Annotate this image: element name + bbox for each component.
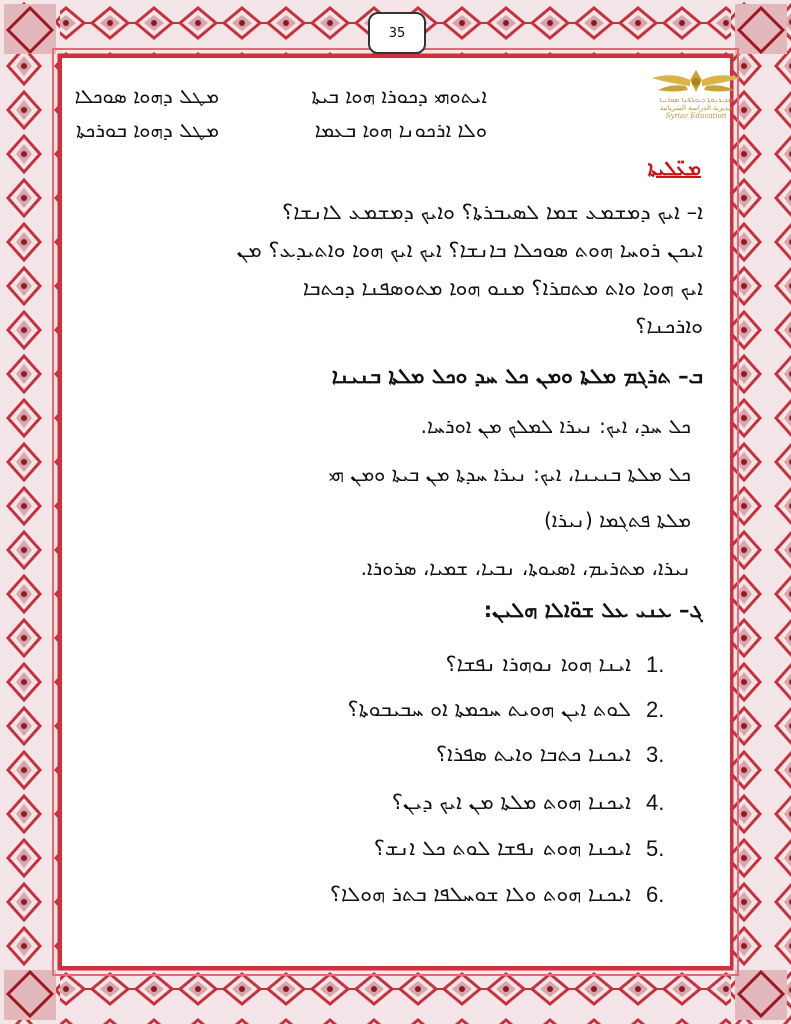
exercise-a-line-3: ܐܝܟ ܗܘܐ ܘܐܬ ܡܬܩܪܐ؟ ܡܢܘ ܗܘܐ ܡܬܘܣܦܢܐ ܕܟܬܒܐ [302, 276, 703, 300]
exercise-a-text: ܐܝܟ ܕܡܫܡܥ ܫܡܐ ܠܣܝܒܪܬܐ؟ ܘܐܝܟ ܕܡܫܡܥ ܠܐܢܫܐ؟ [282, 200, 680, 224]
exercise-b-line-1: ܟܠ ܚܕ، ܐܝܟ: ܢܝܪܐ ܠܡܠܟ ܡܢ ܐܘܪܚܐ. [420, 414, 691, 438]
exercise-c-heading: ܓ– ܥܢܝ ܥܠ ܫܘ̈ܐܠܐ ܗܠܝܢ: [483, 598, 703, 622]
couplet-line-2-right: ܘܠܐ ܐܪܟܘܢܐ ܗܘܐ ܒܥܡܐ [314, 118, 487, 142]
exercise-b-line-4: ܢܝܪܐ، ܡܬܪܝܡ، ܐܣܝܘܬܐ، ܢܒܝܐ، ܫܡܝܐ، ܣܪܘܪܐ. [360, 556, 691, 580]
couplet-line-2-left: ܡܛܠ ܕܗܘܐ ܒܘܪܟܬܐ [76, 118, 219, 142]
question-number: 5. [646, 836, 665, 861]
exercise-a-line-2: ܐܝܟܢ ܪܘܚܐ ܗܘܬ ܣܘܟܠܐ ܒܐܢܫܐ؟ ܐܝܟ ܐܝܟ ܗܘܐ ܘܐܬܝܕܥ؟ ܡܢ [236, 238, 703, 262]
exercise-a-line-4: ܘܐܪܟܢܐ؟ [635, 314, 703, 338]
exercise-a-letter: ܐ– [686, 200, 703, 224]
logo-line: Syriac Education [665, 112, 727, 120]
couplet-line-1-right: ܐܝܬܘܗܝ ܕܟܘܪܐ ܗܘܐ ܒܝܬܐ [311, 84, 487, 108]
question-number: 2. [646, 697, 665, 722]
logo-line: مديرية الدراسة السريانية [659, 104, 733, 112]
page-number: 35 [368, 12, 426, 54]
question-number: 3. [646, 742, 665, 767]
question-number: 1. [646, 652, 665, 677]
logo-line: ܡܕܝܪܢܘܬܐ ܕܝܘܠܦܢܐ ܣܘܪܝܝܐ [659, 96, 733, 104]
logo-caption [650, 96, 742, 120]
question-text: ܐܝܢܐ ܗܘܐ ܢܘܗܪܐ ܢܦܫܐ؟ [445, 652, 631, 676]
exercise-a-line-1 [282, 200, 703, 225]
exercise-b-heading: ܒ– ܬܪܓܡ ܡܠܬܐ ܘܡܢ ܟܠ ܚܕ ܘܟܠ ܡܠܬܐ ܒܢܝܢܐ [331, 364, 703, 388]
question-text: ܠܘܬ ܐܝܢ ܗܘܝܬ ܚܟܡܬܐ ܐܘ ܚܒܝܒܘܬܐ؟ [347, 697, 631, 721]
question-text: ܐܝܟܢܐ ܗܘܬ ܘܠܐ ܫܘܚܠܦܐ ܒܬܪ ܗܘܠܐ؟ [329, 882, 631, 906]
exercise-b-line-3: ܡܠܬܐ ܦܬܓܡܐ (ܢܝܪܐ) [543, 508, 691, 532]
couplet-line-1-left: ܡܛܠ ܕܗܘܐ ܣܘܟܠܐ [74, 84, 219, 108]
exercise-b-line-2: ܟܠ ܡܠܬܐ ܒܢܝܢܐ، ܐܝܟ: ܢܝܪܐ ܚܕܬܐ ܡܢ ܒܝܬܐ ܘܡܢ ܗܝ [328, 462, 691, 486]
question-text: ܐܝܟܢܐ ܗܘܬ ܡܠܬܐ ܡܢ ܐܝܟ ܕܝܢ؟ [391, 790, 631, 814]
question-number: 6. [646, 882, 665, 907]
exercises-title: ܡܥ̈ܠܝܬܐ [647, 156, 701, 180]
question-number: 4. [646, 790, 665, 815]
question-text: ܐܝܟܢܐ ܟܬܒܐ ܘܐܝܬ ܣܦܪܐ؟ [435, 742, 631, 766]
question-text: ܐܝܟܢܐ ܗܘܬ ܢܦܫܐ ܠܘܬ ܟܠ ܐܢܫ؟ [373, 836, 631, 860]
